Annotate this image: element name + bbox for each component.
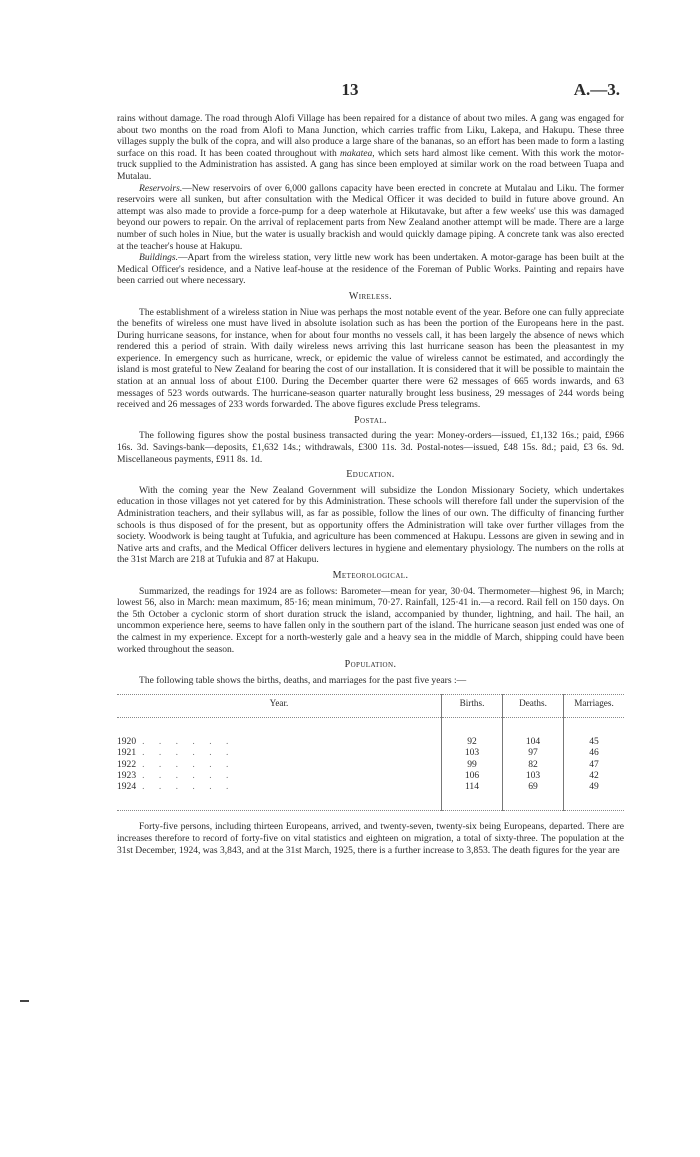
table-row: [117, 747, 624, 758]
births-cell: 92: [442, 736, 503, 747]
meteorological-heading: Meteorological.: [332, 569, 409, 581]
deaths-cell: 69: [503, 781, 564, 811]
year-cell: [117, 770, 442, 781]
education-paragraph: With the coming year the New Zealand Government will subsidize the London Missionary Society, which undertakes education in those villages not yet catered for by this Administration. These schools will therefore fall under the supervision of the Administration teachers, and their syllabus will, as far as possible, follow the lines of our own. The difficulty of financing further schools is thus disposed of for the present, but as opportunity offers the Administration will take over further villages from the society. Woodwork is being taught at Tufukia, and agriculture has been commenced at Hakupu. Lessons are given in sewing and in Native arts and crafts, and the Medical Officer delivers lectures in hygiene and elementary physiology. The numbers on the rolls at the 31st March are 218 at Tufukia and 87 at Hakupu.: [117, 484, 624, 566]
births-cell: 114: [442, 781, 503, 811]
year-cell: [117, 747, 442, 758]
year-value: 1920: [117, 735, 137, 747]
leader-dots: . . . . . .: [142, 769, 235, 781]
page-number: 13: [341, 80, 359, 99]
column-header-year: Year.: [117, 695, 442, 718]
marriages-cell: 47: [564, 759, 625, 770]
table-row: [117, 781, 624, 811]
makatea-term: makatea: [339, 147, 373, 159]
deaths-cell: 104: [503, 736, 564, 747]
leader-dots: . . . . . .: [142, 781, 235, 793]
year-cell: [117, 781, 442, 811]
postal-paragraph: The following figures show the postal business transacted during the year: Money-orders—issued, £1,132 16s.; paid, £966 16s. 3d. Savings-bank—deposits, £1,632 14s.; withdrawals, £300 11s. 3d. Postal-notes—issued, £48 15s. 8d.; paid, £3 6s. 9d. Miscellaneous payments, £911 8s. 1d.: [117, 430, 624, 465]
table-row: [117, 736, 624, 747]
page-content: [117, 113, 624, 856]
births-cell: 103: [442, 747, 503, 758]
meteorological-paragraph: Summarized, the readings for 1924 are as follows: Barometer—mean for year, 30·04. Thermometer—highest 96, in March; lowest 56, also in March: mean maximum, 85·16; mean minimum, 70·27. Rainfall, 125·41 in.—a record. Rail fell on 150 days. On the 5th October a cyclonic storm of short duration struck the island, accompanied by thunder, lightning, and hail. The hail, an uncommon experience here, seems to have fallen only in the southern part of the island. The hurricane season just ended was one of the calmest in my experience. Except for a north-westerly gale and a heavy sea in the middle of March, shipping could have been worked throughout the season.: [117, 585, 624, 655]
wireless-heading: Wireless.: [348, 290, 393, 302]
postal-heading: Postal.: [354, 414, 387, 426]
marriages-cell: 45: [564, 736, 625, 747]
year-value: 1922: [117, 758, 137, 770]
deaths-cell: 103: [503, 770, 564, 781]
page-header: [0, 80, 700, 104]
population-heading: Population.: [344, 659, 397, 671]
population-table: [117, 694, 624, 811]
leader-dots: . . . . . .: [142, 735, 235, 747]
population-intro: The following table shows the births, deaths, and marriages for the past five years :—: [139, 674, 467, 686]
column-header-marriages: Marriages.: [564, 695, 625, 718]
marriages-cell: 49: [564, 781, 625, 811]
roads-paragraph: [117, 113, 624, 183]
deaths-cell: 97: [503, 747, 564, 758]
deaths-cell: 82: [503, 759, 564, 770]
table-row: [117, 770, 624, 781]
population-closing-paragraph: Forty-five persons, including thirteen Europeans, arrived, and twenty-seven, twenty-six being Europeans, departed. There are increases therefore to record of forty-five on vital statistics and eighteen on migration, a total of sixty-three. The population at the 31st December, 1924, was 3,843, and at the 31st March, 1925, there is a further increase to 3,853. The death figures for the year are: [117, 821, 624, 856]
education-heading: Education.: [346, 469, 395, 481]
roads-text: rains without damage. The road through Alofi Village has been repaired for a distance of about two miles. A gang was engaged for about two months on the road from Alofi to Mana Junction, which carries traffic from Liku, Lakepa, and Hakupu. These three villages supply the bulk of the copra, and will also produce a large share of the bananas, so an effort has been made to form a lasting surface on this road. It has been coated throughout with: [117, 113, 624, 159]
column-header-deaths: Deaths.: [503, 695, 564, 718]
table-row: [117, 759, 624, 770]
year-value: 1923: [117, 769, 137, 781]
wireless-paragraph: The establishment of a wireless station in Niue was perhaps the most notable event of the year. Before one can fully appreciate the benefits of wireless one must have lived in absolute isolation such as has been the portion of the Europeans here in the past. During hurricane seasons, for instance, when for about four months no vessels call, it has been largely the absence of news which rendered this a period of strain. With daily wireless news arriving this last hurricane season has been the pleasantest in my experience. In emergency such as hurricane, wreck, or epidemic the value of wireless cannot be estimated, and accordingly the island is most grateful to New Zealand for bearing the cost of our installation. It is considered that it will be possible to maintain the station at an annual loss of about £100. During the December quarter there were 62 messages of 665 words inwards, and 63 messages of 523 words outwards. The hurricane-season quarter naturally brought less business, 29 messages of 244 words being received and 26 messages of 233 words forwarded. The above figures exclude Press telegrams.: [117, 306, 624, 411]
leader-dots: . . . . . .: [142, 747, 235, 759]
reservoirs-heading: Reservoirs.: [139, 182, 183, 194]
buildings-text: —Apart from the wireless station, very little new work has been undertaken. A motor-garage has been built at the Medical Officer's residence, and a Native leaf-house at the residence of the Foreman of Public Works. Painting and repairs have been carried out where necessary.: [117, 252, 624, 287]
column-header-births: Births.: [442, 695, 503, 718]
buildings-paragraph: [117, 252, 624, 287]
document-reference: A.—3.: [573, 80, 620, 99]
margin-mark: [20, 1000, 29, 1002]
table-spacer-row: [117, 717, 624, 736]
marriages-cell: 42: [564, 770, 625, 781]
births-cell: 99: [442, 759, 503, 770]
year-value: 1924: [117, 781, 137, 793]
reservoirs-paragraph: [117, 183, 624, 253]
year-cell: [117, 759, 442, 770]
reservoirs-text: —New reservoirs of over 6,000 gallons capacity have been erected in concrete at Mutalau and Liku. The former reservoirs were all sunken, but after consultation with the Medical Officer it was decided to build in future above ground. An attempt was also made to provide a force-pump for a deep waterhole at Hikutavake, but after a few weeks' use this was damaged beyond our powers to repair. On the arrival of replacement parts from New Zealand another attempt will be made. There are a large number of such holes in Niue, but the water is usually brackish and would quickly damage piping. A concrete tank was also erected at the teacher's house at Hakupu.: [117, 182, 624, 252]
table-header-row: [117, 695, 624, 718]
births-cell: 106: [442, 770, 503, 781]
leader-dots: . . . . . .: [142, 758, 235, 770]
year-value: 1921: [117, 747, 137, 759]
roads-text-end: , which sets hard almost like cement. With this work the motor-truck supplied to the Administration has assisted. A gang has since been employed at similar work on the road between Tuapa and Mutalau.: [117, 147, 624, 182]
marriages-cell: 46: [564, 747, 625, 758]
buildings-heading: Buildings.: [139, 252, 178, 264]
year-cell: [117, 736, 442, 747]
